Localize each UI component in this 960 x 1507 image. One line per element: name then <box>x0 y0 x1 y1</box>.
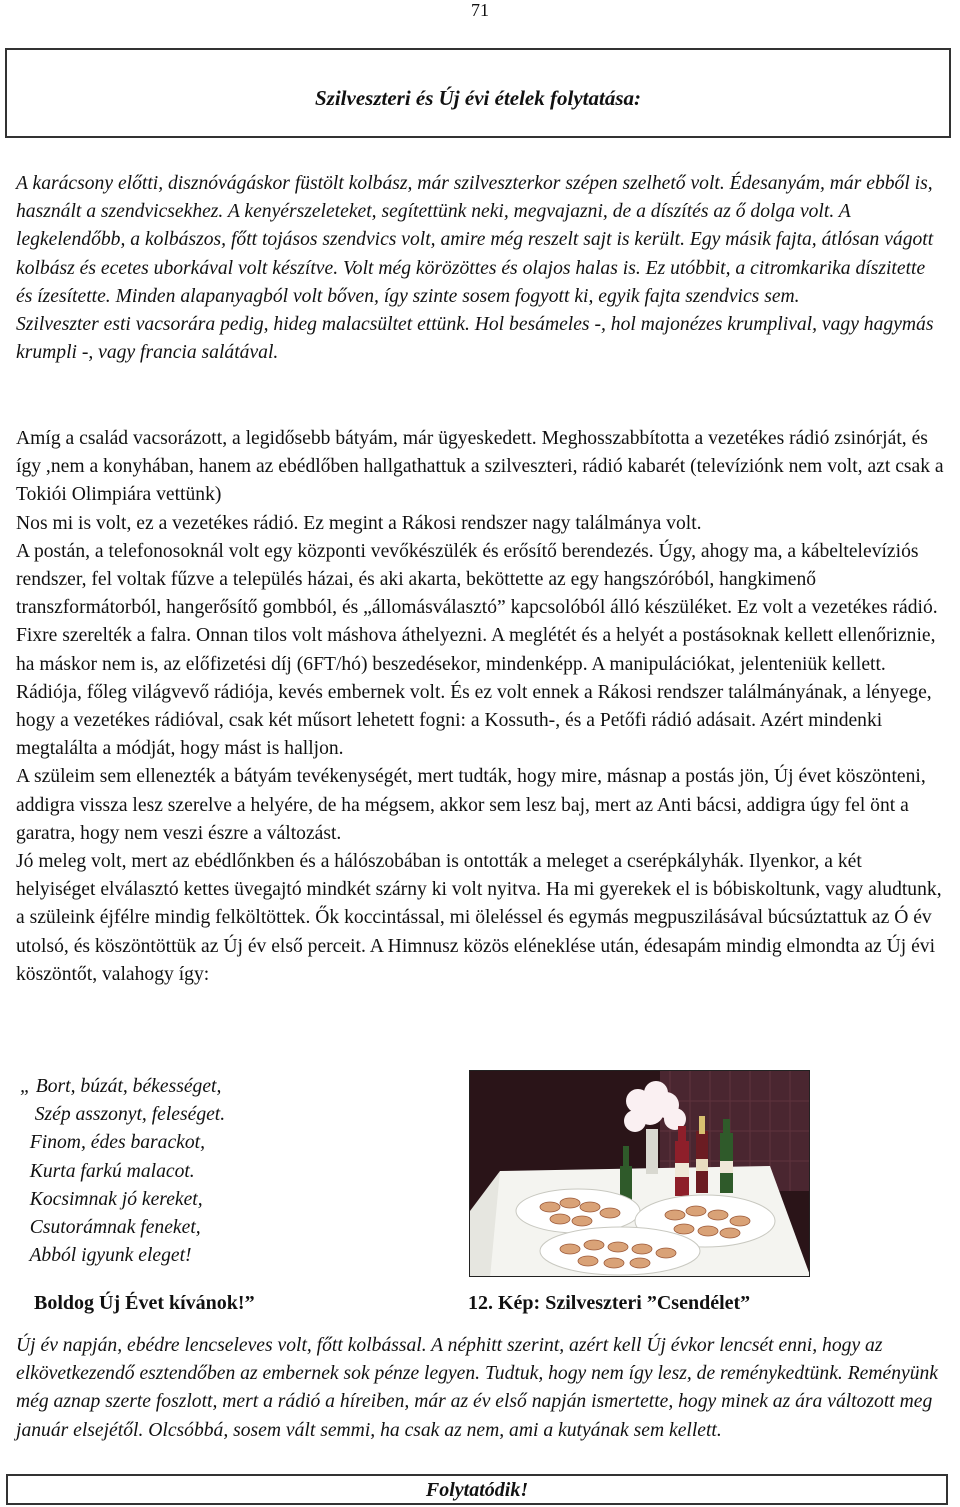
footer-box <box>6 1474 948 1505</box>
continued-label: Folytatódik! <box>425 1479 529 1501</box>
paragraph: Amíg a család vacsorázott, a legidősebb bátyám, már ügyeskedett. Meghosszabbította a vezetékes rádió zsinórját, és így ,nem a konyhában, hanem az ebédlőben hallgathattuk a szilveszteri, rádió kabarét (televíziónk nem volt, azt csak a Tokiói Olimpiára vettünk) <box>16 428 944 506</box>
new-year-poem <box>20 1073 225 1270</box>
paragraph: Nos mi is volt, ez a vezetékes rádió. Ez megint a Rákosi rendszer nagy találmánya volt. <box>16 512 702 534</box>
poem-line: „ Bort, búzát, békességet, <box>20 1076 222 1097</box>
poem-line: Finom, édes barackot, <box>20 1132 206 1154</box>
poem-line: Abból igyunk eleget! <box>20 1245 192 1267</box>
paragraph: Új év napján, ebédre lencseleves volt, főtt kolbással. A néphitt szerint, azért kell Új évkor lencsét enni, hogy az elkövetkezendő esztendőben az embernek sok pénze legyen. Tudtuk, hogy nem így lesz, de reménykedtünk. Reményünk még aznap szerte foszlott, mert a rádió a híreiben, már az év első napján ismertette, hogy minek az ára változott meg január elsejétől. Olcsóbbá, sosem vált semmi, ha csak az nem, ami a kutyának sem kellett. <box>16 1335 939 1441</box>
page-title: Szilveszteri és Új évi ételek folytatása: <box>314 86 641 110</box>
poem-line: Kurta farkú malacot. <box>20 1160 195 1182</box>
paragraph: Rádiója, főleg világvevő rádiója, kevés embernek volt. És ez volt ennek a Rákosi rendszer találmányának, a lényege, hogy a vezetékes rádióval, csak két műsort lehetett fogni: a Kossuth-, és a Petőfi rádió adásait. Azért mindenki megtalálta a módját, hogy mást is halljon. <box>16 681 932 760</box>
paragraph: A postán, a telefonosoknál volt egy központi vevőkészülék és erősítő berendezés. Úgy, ahogy ma, a kábeltelevíziós rendszer, fel voltak fűzve a település házai, és aki akarta, beköttette az egy hangszóróból, hangkimenő transzformátorból, hangerősítő gombból, és „állomásválasztó” kapcsolóból álló készüléket. Ez volt a vezetékes rádió. Fixre szerelték a falra. Onnan tilos volt máshova áthelyezni. A meglétét és a helyét a postásoknak kellett ellenőriznie, ha máskor nem is, az előfizetési díj (6FT/hó) beszedésekor, mindenképp. A manipulációkat, jelenteniük kellett. <box>16 540 938 675</box>
photo-caption: 12. Kép: Szilveszteri ”Csendélet” <box>468 1292 751 1314</box>
photo-illustration <box>470 1071 810 1277</box>
title-box <box>5 48 951 138</box>
intro-text <box>16 170 944 367</box>
photo-table-setting <box>469 1070 810 1277</box>
poem-line: Csutorámnak feneket, <box>20 1217 201 1239</box>
paragraph: Jó meleg volt, mert az ebédlőnkben és a hálószobában is ontották a meleget a cserépkályhák. Ilyenkor, a két helyiséget elválasztó kettes üvegajtó mindkét szárny ki volt nyitva. Ha mi gyerekek el is bóbiskoltunk, vagy aludtunk, a szüleink éjfélre mindig felköltöttek. Ők koccintással, mi öleléssel és egymás megpuszilásával búcsúztattuk az Ó év utolsó, és köszöntöttük az Új év első perceit. A Himnusz közös eléneklése után, édesapám mindig elmondta az Új évi köszöntőt, valahogy így: <box>16 851 942 985</box>
story-text <box>16 425 944 989</box>
paragraph: A szüleim sem ellenezték a bátyám tevékenységét, mert tudták, hogy mire, másnap a postás jön, Új évet köszönteni, addigra vissza lesz szerelve a helyére, de ha mégsem, akkor sem lesz baj, mert az Anti bácsi, addigra úgy fel önt a garatra, hogy nem veszi észre a változást. <box>16 766 926 844</box>
page-number: 71 <box>471 0 489 20</box>
closing-text <box>16 1332 944 1445</box>
new-year-wish: Boldog Új Évet kívánok!” <box>34 1292 255 1314</box>
paragraph: A karácsony előtti, disznóvágáskor füstölt kolbász, már szilveszterkor szépen szelhető volt. Édesanyám, már ebből is, használt a szendvicsekhez. A kenyérszeleteket, segítettünk neki, megvajazni, de a díszítés az ő dolga volt. A legkelendőbb, a kolbászos, főtt tojásos szendvics volt, amire még reszelt sajt is került. Egy másik fajta, átlósan vágott kolbász és ecetes uborkával volt készítve. Volt még körözöttes és olajos halas is. Ez utóbbit, a citromkarika díszitette és ízesítette. Minden alapanyagból volt bőven, így szinte sosem fogyott ki, egyik fajta szendvics sem. <box>16 173 934 307</box>
poem-line: Szép asszonyt, feleséget. <box>20 1104 226 1126</box>
paragraph: Szilveszter esti vacsorára pedig, hideg malacsültet ettünk. Hol besámeles -, hol majonézes krumplival, vagy hagymás krumpli -, vagy francia salátával. <box>16 314 934 364</box>
poem-line: Kocsimnak jó kereket, <box>20 1188 203 1210</box>
